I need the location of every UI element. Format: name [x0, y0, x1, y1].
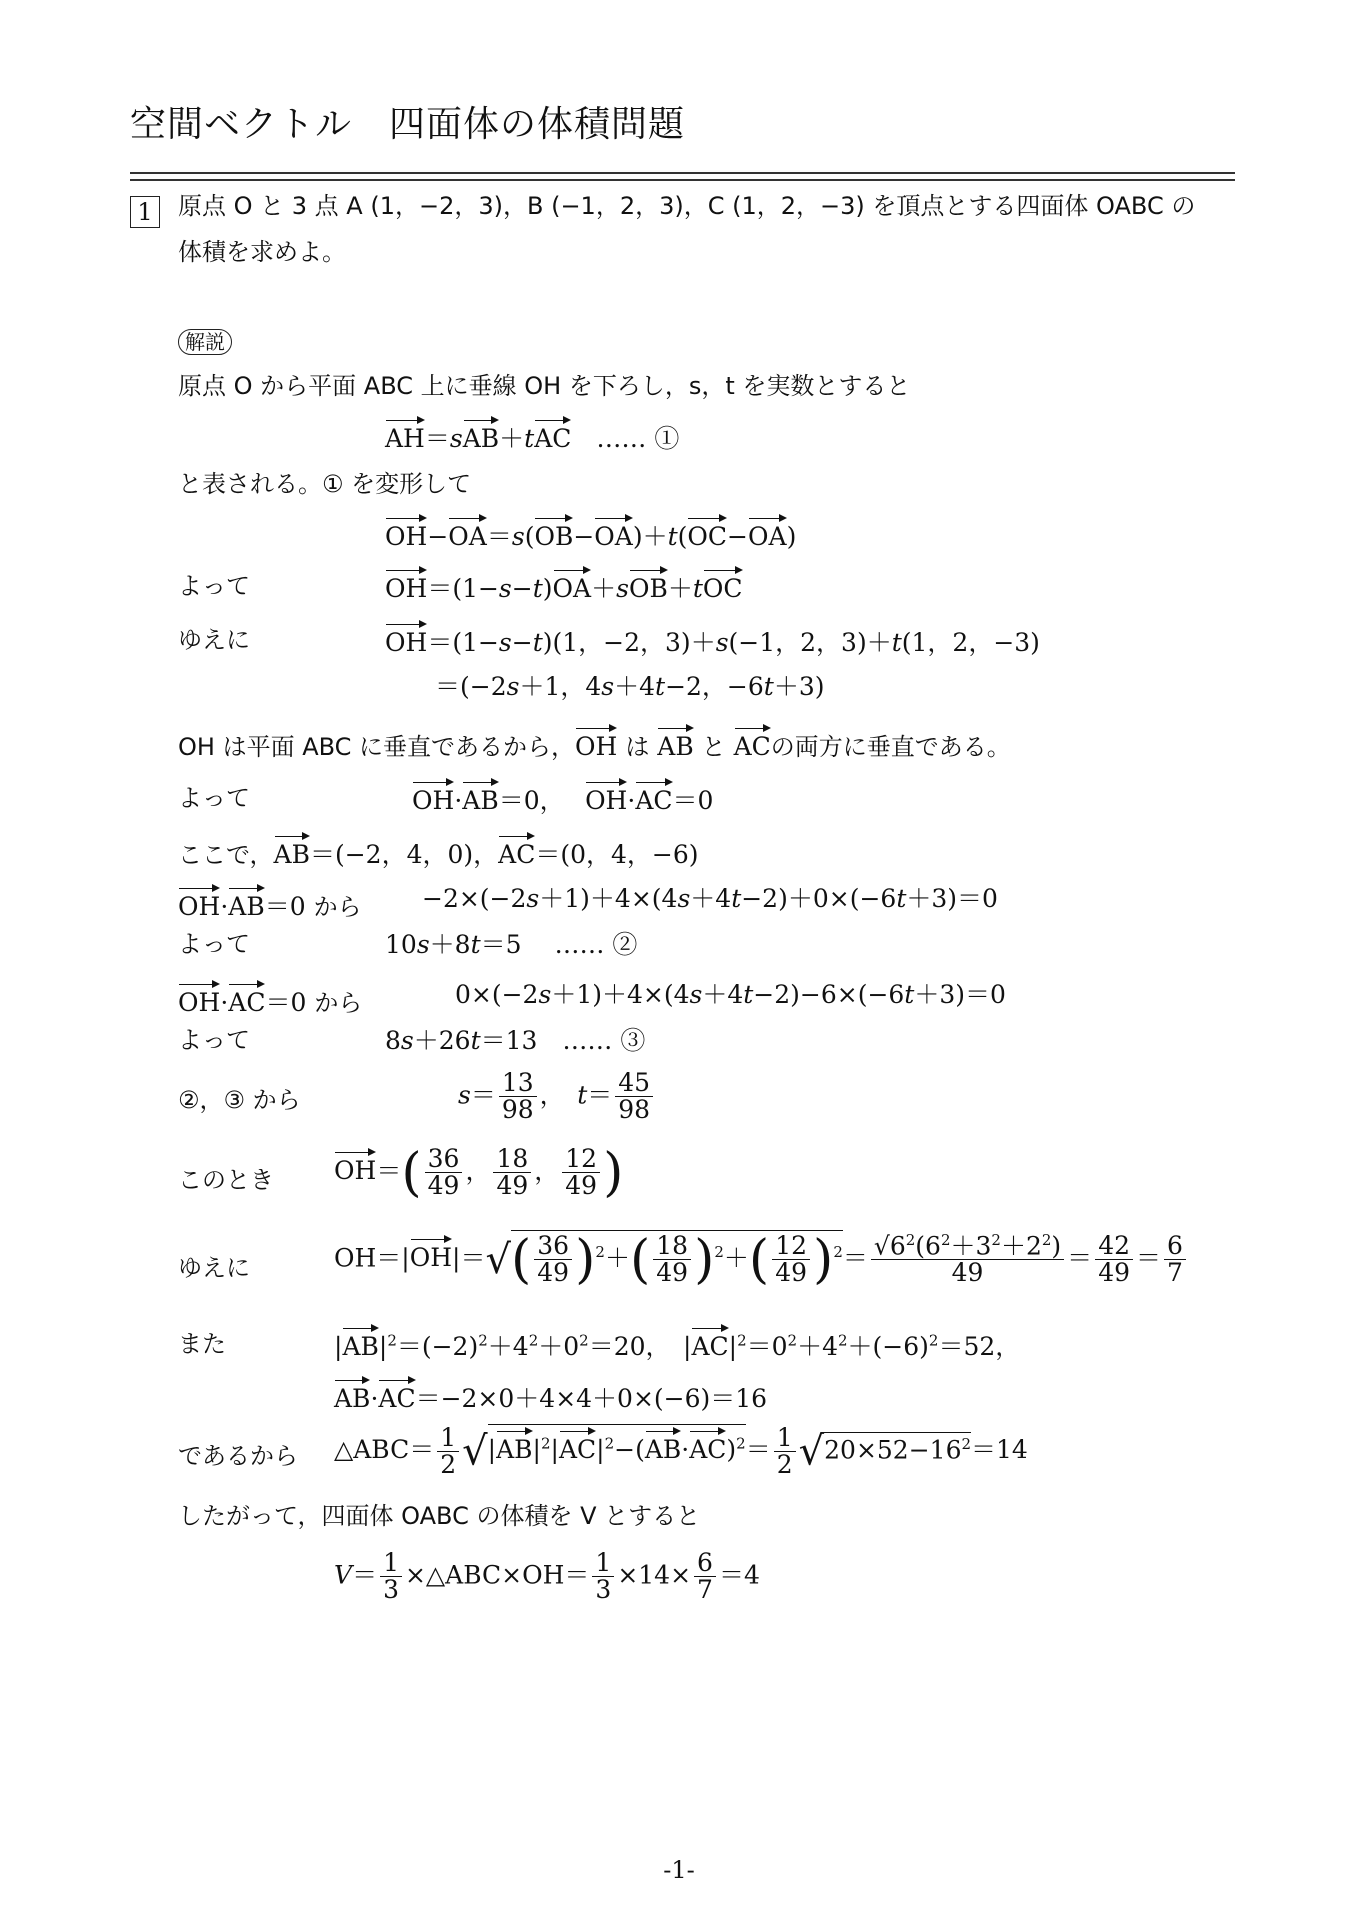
label-yotte-2: よって	[178, 784, 250, 812]
eq-18: V＝ $\frac{1}{3}$ ×△ABC×OH＝ $\frac{1}{3}$ ×14× $\frac{6}{7}$ ＝4	[334, 1548, 760, 1605]
eq-1: AH＝sAB＋tAC …… ①	[385, 416, 679, 454]
problem-text-1: 原点 O と 3 点 A (1，−2，3)，B (−1，2，3)，C (1，2，−3) を頂点とする四面体 OABC の	[178, 192, 1196, 220]
eq-9: 10s＋8t＝5 …… ②	[385, 930, 638, 959]
eq-13: OH＝( $\frac{36}{49}$ ， $\frac{18}{49}$ ， $\frac{12}{49}$ )	[334, 1142, 624, 1203]
conclusion-line: したがって，四面体 OABC の体積を V とすると	[178, 1502, 701, 1530]
solution-line-2: と表される。① を変形して	[178, 470, 472, 498]
label-from23: ②，③ から	[178, 1086, 301, 1114]
title-rule-top	[130, 172, 1235, 174]
eq-7: ここで，AB＝(−2，4，0)，AC＝(0，4，−6)	[178, 832, 699, 870]
label-yotte-1: よって	[178, 572, 250, 600]
eq-15: $|AB|^2=(-2)^2+4^2+0^2=20$， $|AC|^2=0^2+4^2+(-6)^2=52$，	[334, 1324, 1020, 1362]
label-yueni-1: ゆえに	[178, 626, 250, 654]
label-yotte-3: よって	[178, 930, 250, 958]
eq-11: 8s＋26t＝13 …… ③	[385, 1026, 646, 1055]
eq-8-label: OH·AB＝0 から	[178, 884, 362, 922]
label-mata: また	[178, 1330, 226, 1358]
eq-3: OH＝(1−s−t)OA＋sOB＋tOC	[385, 566, 743, 604]
problem-text-2: 体積を求めよ。	[178, 238, 346, 266]
title-rule-bottom	[130, 179, 1235, 181]
label-yotte-4: よって	[178, 1026, 250, 1054]
eq-14: OH＝|OH|＝√( $\frac{36}{49}$ )$^2$＋( $\frac{18}{49}$ )$^2$＋( $\frac{12}{49}$ )$^2$＝ $\frac{√6^2(6^2+3^2+2^2)}{49}$ ＝ $\frac{42}{49}$ ＝ $\frac{6}{7}$	[334, 1230, 1189, 1287]
eq-10: 0×(−2s＋1)＋4×(4s＋4t−2)−6×(−6t＋3)＝0	[455, 980, 1006, 1009]
label-dearukara: であるから	[178, 1442, 298, 1470]
problem-number: 1	[130, 196, 160, 228]
page-number: -1-	[663, 1856, 695, 1884]
eq-17: △ABC＝ $\frac{1}{2}$ $√|AB|^2|AC|^2-(AB\cdot AC)^2=$ $\frac{1}{2}$ $√20\times 52-16^2=14$	[334, 1422, 1028, 1479]
page-title: 空間ベクトル 四面体の体積問題	[130, 104, 686, 145]
eq-2: OH−OA＝s(OB−OA)＋t(OC−OA)	[385, 514, 796, 552]
eq-8: −2×(−2s＋1)＋4×(4s＋4t−2)＋0×(−6t＋3)＝0	[422, 884, 998, 913]
solution-label: 解説	[178, 326, 232, 356]
perp-line: OH は平面 ABC に垂直であるから，OH は AB と ACの両方に垂直である。	[178, 724, 1011, 762]
eq-10-label: OH·AC＝0 から	[178, 980, 362, 1018]
eq-4: OH＝(1−s−t)(1，−2，3)＋s(−1，2，3)＋t(1，2，−3)	[385, 620, 1040, 658]
eq-16: AB·AC＝−2×0＋4×4＋0×(−6)＝16	[334, 1376, 767, 1414]
eq-12: s＝ $\frac{13}{98}$ ， t＝ $\frac{45}{98}$	[458, 1070, 656, 1124]
eq-5: ＝(−2s＋1，4s＋4t−2，−6t＋3)	[435, 672, 825, 701]
label-yueni-2: ゆえに	[178, 1254, 250, 1282]
eq-6: OH·AB＝0， OH·AC＝0	[412, 778, 713, 816]
solution-line-1: 原点 O から平面 ABC 上に垂線 OH を下ろし，s，t を実数とすると	[178, 372, 911, 400]
label-konotoki: このとき	[178, 1166, 274, 1194]
